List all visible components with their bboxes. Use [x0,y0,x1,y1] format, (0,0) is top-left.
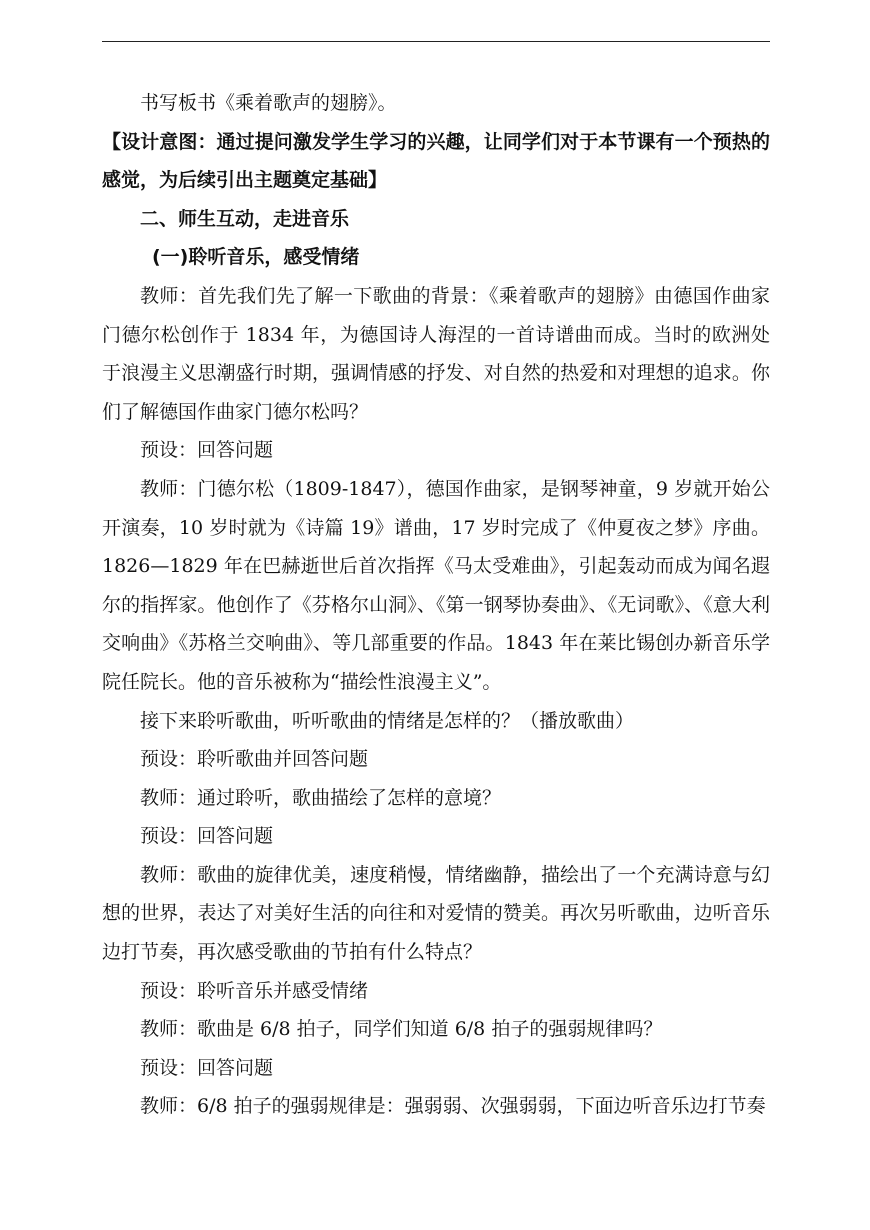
paragraph: 教师：歌曲的旋律优美，速度稍慢，情绪幽静，描绘出了一个充满诗意与幻想的世界，表达了对美好生活的向往和对爱情的赞美。再次另听歌曲，边听音乐边打节奏，再次感受歌曲的节拍有什么特点？ [102,863,770,964]
header-rule [102,41,770,42]
paragraph: 教师：歌曲是 6/8 拍子，同学们知道 6/8 拍子的强弱规律吗？ [140,1018,663,1041]
paragraph: 教师：通过聆听，歌曲描绘了怎样的意境？ [140,786,502,809]
paragraph: 预设：回答问题 [140,1056,274,1079]
paragraph: 预设：聆听音乐并感受情绪 [140,979,369,1002]
paragraph: 预设：回答问题 [140,439,274,462]
paragraph: 教师：6/8 拍子的强弱规律是：强弱弱、次强弱弱，下面边听音乐边打节奏 [140,1095,766,1118]
paragraph: 接下来聆听歌曲，听听歌曲的情绪是怎样的？（播放歌曲） [140,709,635,732]
section-heading: 二、师生互动，走进音乐 [140,207,350,230]
paragraph: 教师：首先我们先了解一下歌曲的背景：《乘着歌声的翅膀》由德国作曲家门德尔松创作于 1834 年，为德国诗人海涅的一首诗谱曲而成。当时的欧洲处于浪漫主义思潮盛行时期，强调情感的抒发、对自然的热爱和对理想的追求。你们了解德国作曲家门德尔松吗？ [102,284,770,423]
paragraph-blackboard: 书写板书《乘着歌声的翅膀》。 [140,92,397,114]
paragraph: 教师：门德尔松（1809-1847），德国作曲家，是钢琴神童，9 岁就开始公开演奏，10 岁时就为《诗篇 19》谱曲，17 岁时完成了《仲夏夜之梦》序曲。1826—1829 年在巴赫逝世后首次指挥《马太受难曲》，引起轰动而成为闻名遐尔的指挥家。他创作了《芬格尔山洞》、《第一钢琴协奏曲》、《无词歌》、《意大利交响曲》《苏格兰交响曲》、等几部重要的作品。1843 年在莱比锡创办新音乐学院任院长。他的音乐被称为“描绘性浪漫主义”。 [102,477,770,693]
design-intent-note: 【设计意图：通过提问激发学生学习的兴趣，让同学们对于本节课有一个预热的感觉，为后续引出主题奠定基础】 [102,130,770,192]
paragraph: 预设：回答问题 [140,825,274,848]
document-body [102,84,770,1126]
subsection-heading: (一)聆听音乐，感受情绪 [152,246,360,269]
paragraph: 预设：聆听歌曲并回答问题 [140,748,369,771]
